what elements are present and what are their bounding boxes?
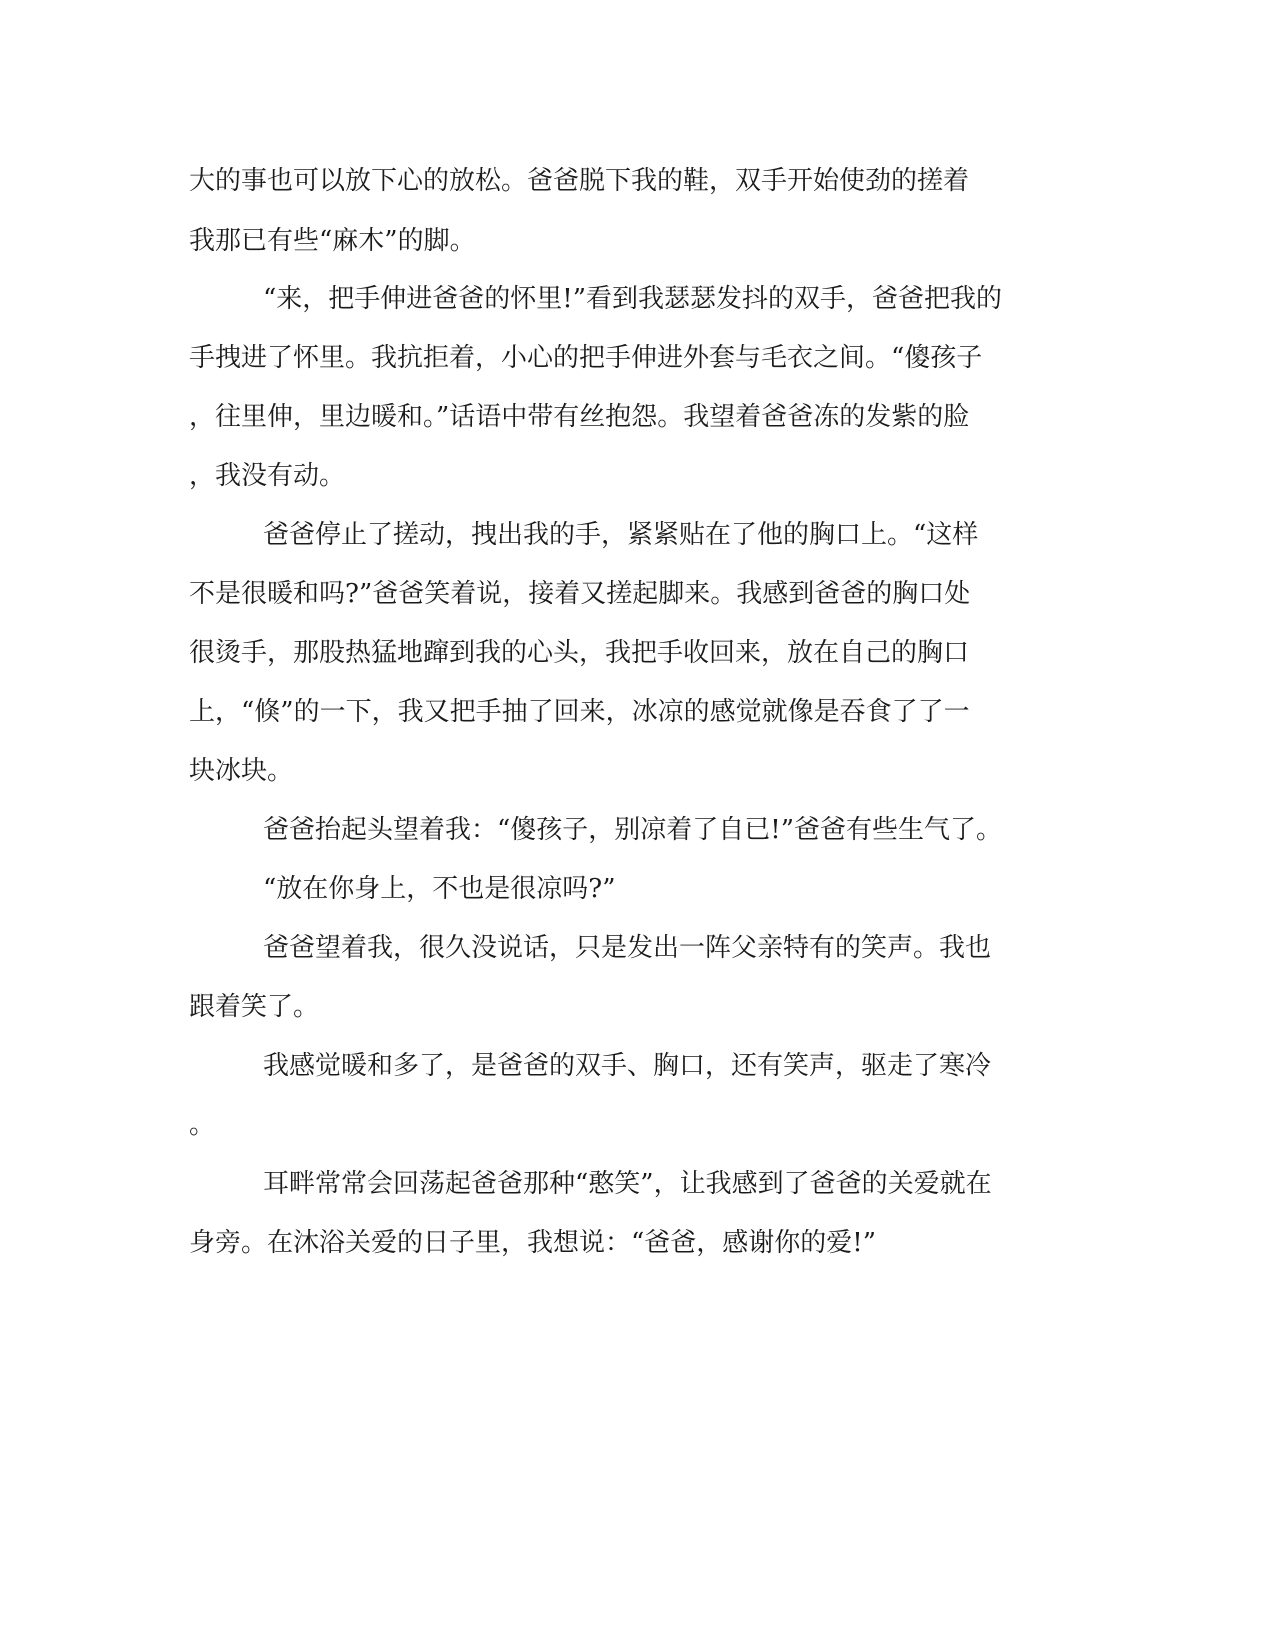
text-line: 爸爸望着我，很久没说话，只是发出一阵父亲特有的笑声。我也: [263, 933, 992, 963]
text-line: 爸爸停止了搓动，拽出我的手，紧紧贴在了他的胸口上。“这样: [263, 520, 979, 550]
text-line: 身旁。在沐浴关爱的日子里，我想说：“爸爸，感谢你的爱!”: [189, 1228, 877, 1258]
text-line: 不是很暖和吗?”爸爸笑着说，接着又搓起脚来。我感到爸爸的胸口处: [189, 579, 971, 609]
text-line: 。: [189, 1110, 216, 1140]
text-line: 大的事也可以放下心的放松。爸爸脱下我的鞋，双手开始使劲的搓着: [189, 166, 970, 196]
text-line: 爸爸抬起头望着我：“傻孩子，别凉着了自已!”爸爸有些生气了。: [263, 815, 1003, 845]
text-line: 耳畔常常会回荡起爸爸那种“憨笑”，让我感到了爸爸的关爱就在: [263, 1169, 992, 1199]
text-line: 手拽进了怀里。我抗拒着，小心的把手伸进外套与毛衣之间。“傻孩子: [189, 343, 983, 373]
text-line: 我那已有些“麻木”的脚。: [189, 226, 476, 256]
text-line: ，往里伸，里边暖和。”话语中带有丝抱怨。我望着爸爸冻的发紫的脸: [189, 402, 970, 432]
text-line: “来，把手伸进爸爸的怀里!”看到我瑟瑟发抖的双手，爸爸把我的: [263, 284, 1003, 314]
text-line: ，我没有动。: [189, 461, 346, 491]
text-line: “放在你身上，不也是很凉吗?”: [263, 874, 616, 904]
text-line: 上，“倏”的一下，我又把手抽了回来，冰凉的感觉就像是吞食了了一: [189, 697, 970, 727]
text-line: 我感觉暖和多了，是爸爸的双手、胸口，还有笑声，驱走了寒冷: [263, 1051, 992, 1081]
text-line: 块冰块。: [189, 756, 294, 786]
text-line: 很烫手，那股热猛地蹿到我的心头，我把手收回来，放在自己的胸口: [189, 638, 970, 668]
text-line: 跟着笑了。: [189, 992, 320, 1022]
